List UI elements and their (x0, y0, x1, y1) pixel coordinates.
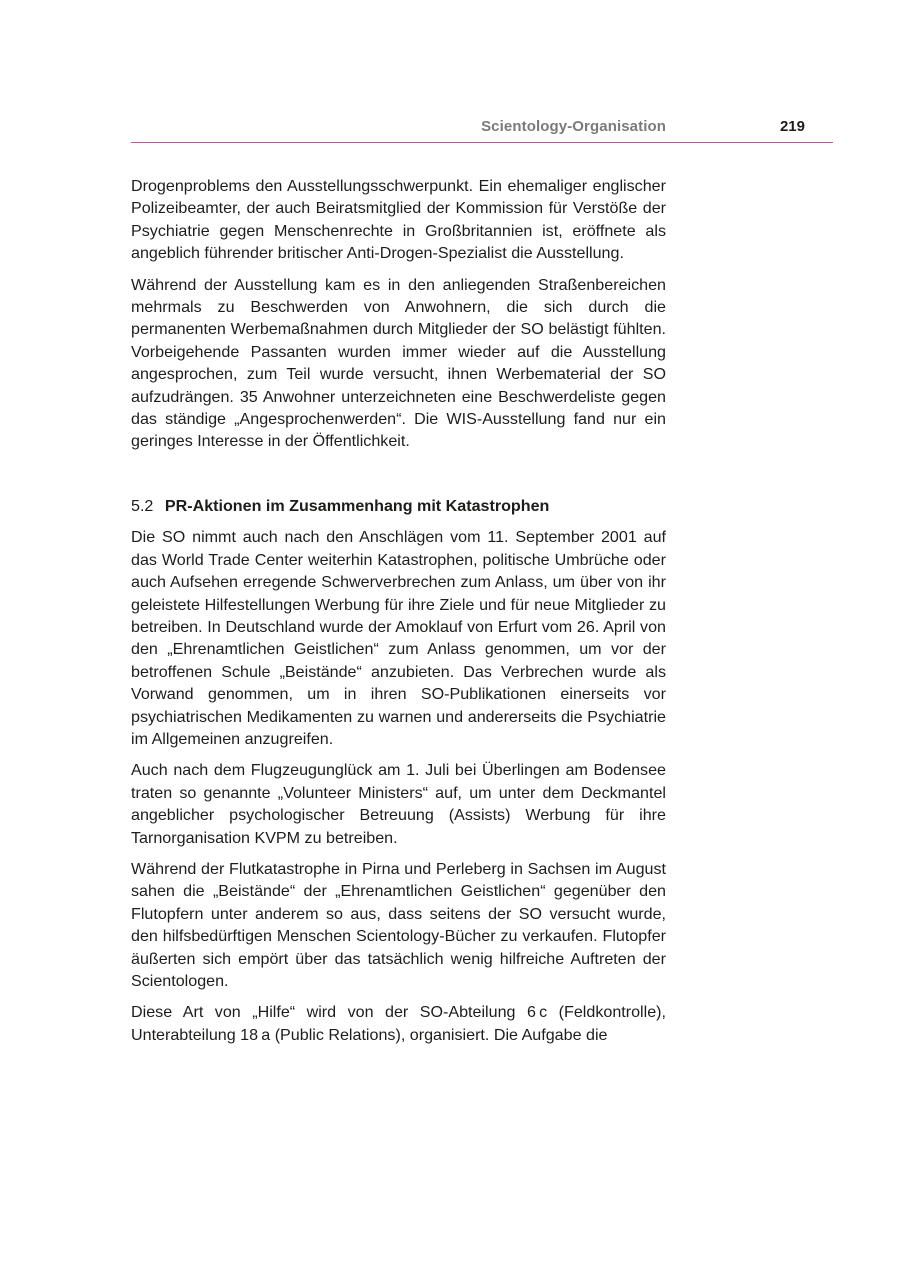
paragraph: Während der Flutkatastrophe in Pirna und Perleberg in Sachsen im August sahen die „Beistände“ der „Ehrenamtlichen Geistlichen“ gegenüber den Flutopfern unter anderem so aus, dass seitens der SO versucht wurde, den hilfsbedürftigen Menschen Scientology-Bücher zu verkaufen. Flutopfer äußerten sich empört über das tatsächlich wenig hilfreiche Auftreten der Scientologen. (131, 859, 666, 990)
page-header (131, 116, 833, 143)
paragraph: Auch nach dem Flugzeugunglück am 1. Juli bei Überlingen am Bodensee traten so genannte „Volunteer Ministers“ auf, um unter dem Deckmantel angeblicher psychologischer Betreuung (Assists) Werbung für ihre Tarnorganisation KVPM zu betreiben. (131, 761, 666, 847)
section-title: PR-Aktionen im Zusammenhang mit Katastrophen (164, 496, 550, 515)
page-number: 219 (779, 118, 805, 135)
section-heading (131, 495, 666, 517)
paragraph: Diese Art von „Hilfe“ wird von der SO-Abteilung 6 c (Feldkontrolle), Unterabteilung 18 a (Public Relations), organisiert. Die Aufgabe die (131, 1003, 666, 1044)
paragraph: Während der Ausstellung kam es in den anliegenden Straßenbereichen mehrmals zu Beschwerden von Anwohnern, die sich durch die permanenten Werbemaßnahmen durch Mitglieder der SO belästigt fühlten. Vorbeigehende Passanten wurden immer wieder auf die Ausstellung angesprochen, zum Teil wurde versucht, ihnen Werbematerial der SO aufzudrängen. 35 Anwohner unterzeichneten eine Beschwerdeliste gegen das ständige „Angesprochenwerden“. Die WIS-Ausstellung fand nur ein geringes Interesse in der Öffentlichkeit. (131, 275, 666, 451)
running-title: Scientology-Organisation (481, 118, 666, 135)
page-body (131, 175, 666, 1055)
section-number: 5.2 (131, 496, 154, 515)
paragraph: Die SO nimmt auch nach den Anschlägen vom 11. September 2001 auf das World Trade Center weiterhin Katastrophen, politische Umbrüche oder auch Aufsehen erregende Schwerverbrechen zum Anlass, um über von ihr geleistete Hilfestellungen Werbung für ihre Ziele und für neue Mitglieder zu betreiben. In Deutschland wurde der Amoklauf von Erfurt vom 26. April von den „Ehrenamtlichen Geistlichen“ zum Anlass genommen, um vor der betroffenen Schule „Beistände“ anzubieten. Das Verbrechen wurde als Vorwand genommen, um in ihren SO-Publikationen einerseits vor psychiatrischen Medikamenten zu warnen und andererseits die Psychiatrie im Allgemeinen anzugreifen. (131, 528, 666, 748)
paragraph: Drogenproblems den Ausstellungsschwerpunkt. Ein ehemaliger englischer Polizeibeamter, der auch Beiratsmitglied der Kommission für Verstöße der Psychiatrie gegen Menschenrechte in Großbritannien ist, eröffnete als angeblich führender britischer Anti-Drogen-Spezialist die Ausstellung. (131, 177, 666, 263)
